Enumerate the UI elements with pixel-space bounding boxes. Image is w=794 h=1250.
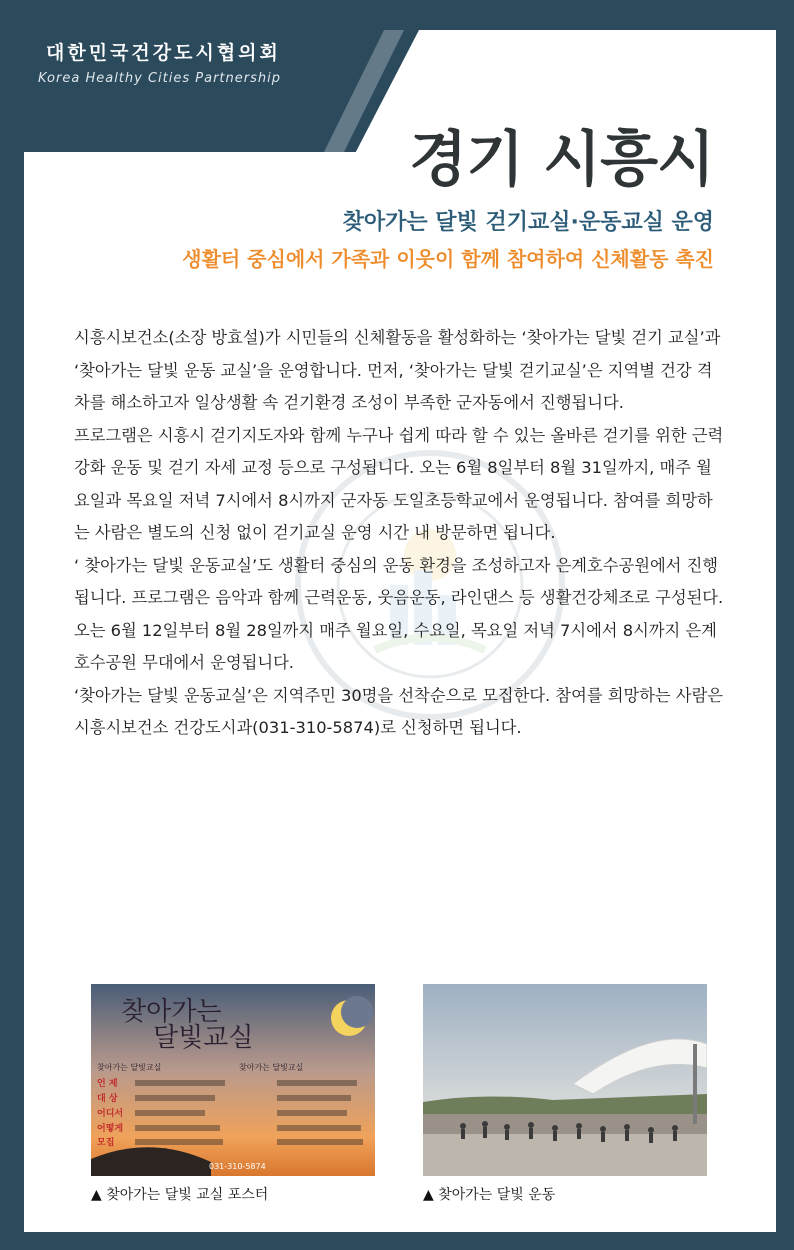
body-paragraph: 프로그램은 시흥시 걷기지도자와 함께 누구나 쉽게 따라 할 수 있는 올바른 걷기를 위한 근력강화 운동 및 걷기 자세 교정 등으로 구성됩니다. 오는 6월 8일부터 8월 31일까지, 매주 월요일과 목요일 저녁 7시에서 8시까지 군자동 도일초등학교에서 운영됩니다. 참여를 희망하는 사람은 별도의 신청 없이 걷기교실 운영 시간 내 방문하면 됩니다. [74, 425, 724, 542]
body-paragraph: 시흥시보건소(소장 방효설)가 시민들의 신체활동을 활성화하는 ‘찾아가는 달빛 걷기 교실’과 ‘찾아가는 달빛 운동 교실’을 운영합니다. 먼저, ‘찾아가는 달빛 걷기교실’은 지역별 건강 격차를 해소하고자 일상생활 속 걷기환경 조성이 부족한 군자동에서 진행됩니다. [74, 328, 721, 412]
poster-caption: ▲ 찾아가는 달빛 교실 포스터 [91, 1187, 269, 1203]
article-subheading: 생활터 중심에서 가족과 이웃이 함께 참여하여 신체활동 촉진 [182, 247, 714, 271]
article-subtitle: 찾아가는 달빛 걷기교실·운동교실 운영 [342, 210, 714, 235]
poster-column-right: 찾아가는 달빛교실 [239, 1063, 304, 1072]
poster-phone: 031-310-5874 [209, 1162, 266, 1171]
article-body [74, 322, 726, 745]
poster-row-label: 어떻게 [97, 1124, 124, 1134]
exercise-caption: ▲ 찾아가는 달빛 운동 [423, 1187, 556, 1203]
body-paragraph: ‘ 찾아가는 달빛 운동교실’도 생활터 중심의 운동 환경을 조성하고자 은계호수공원에서 진행됩니다. 프로그램은 음악과 함께 근력운동, 웃음운동, 라인댄스 등 생활건강체조로 구성된다. 오는 6월 12일부터 8월 28일까지 매주 월요일, 수요일, 목요일 저녁 7시에서 8시까지 은계호수공원 무대에서 운영됩니다. [74, 555, 724, 672]
city-title: 경기 시흥시 [409, 125, 714, 195]
poster-title-line2: 달빛교실 [153, 1023, 254, 1053]
poster-title-line1: 찾아가는 [121, 997, 222, 1027]
poster-row-label: 언 제 [97, 1079, 118, 1089]
poster-row-label: 모집 [97, 1138, 115, 1148]
exercise-photo [423, 984, 707, 1176]
poster-row-label: 어디서 [97, 1109, 124, 1119]
poster-column-left: 찾아가는 달빛교실 [97, 1063, 162, 1072]
org-name-korean: 대한민국건강도시협의회 [46, 42, 281, 64]
poster-row-label: 대 상 [97, 1094, 118, 1104]
body-paragraph: ‘찾아가는 달빛 운동교실’은 지역주민 30명을 선착순으로 모집한다. 참여를 희망하는 사람은 시흥시보건소 건강도시과(031-310-5874)로 신청하면 됩니다. [74, 685, 724, 737]
org-name-english: Korea Healthy Cities Partnership [38, 71, 281, 86]
poster-image [91, 984, 375, 1176]
